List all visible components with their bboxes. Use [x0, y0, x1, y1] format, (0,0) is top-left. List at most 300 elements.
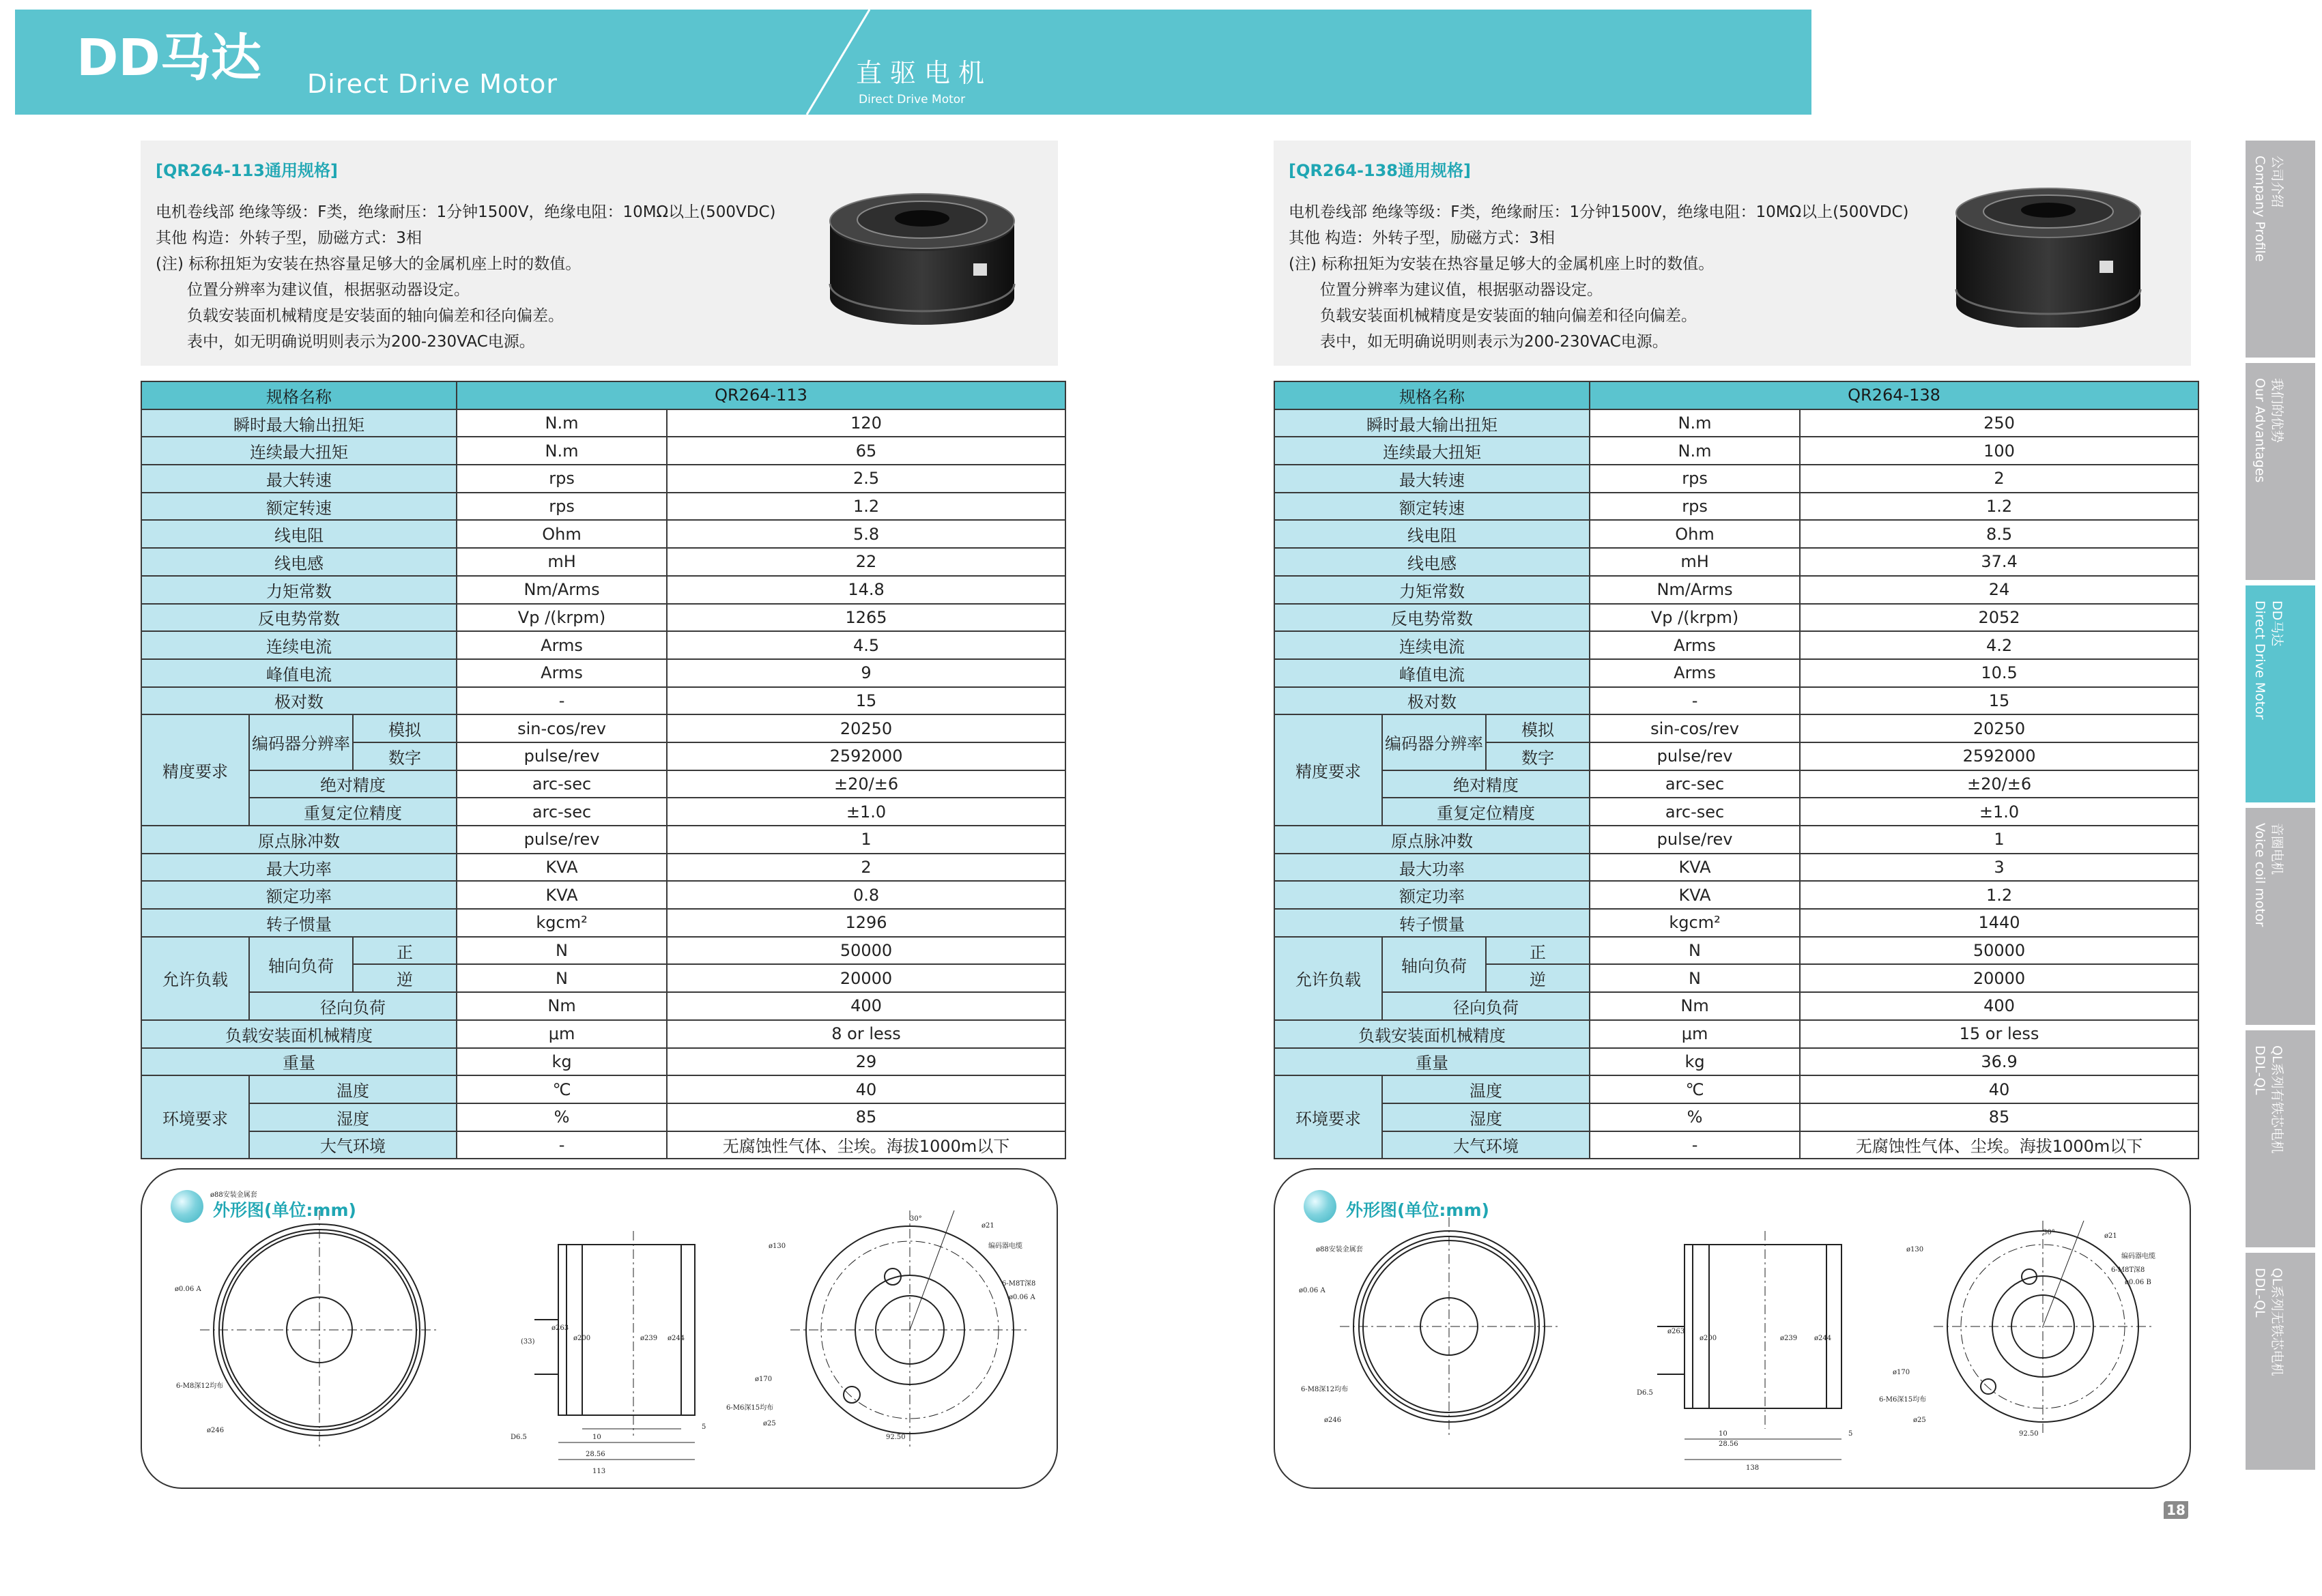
spec-value: 1265: [667, 604, 1065, 632]
spec-group-label: 允许负载: [1274, 937, 1382, 1020]
table-row: [141, 826, 1065, 854]
spec-label: 连续最大扭矩: [1274, 437, 1590, 465]
spec-unit: rps: [457, 465, 667, 493]
spec-label: 模拟: [1486, 714, 1590, 742]
side-tab-en: Company Profile: [2252, 156, 2267, 262]
spec-label: 连续电流: [1274, 631, 1590, 659]
side-tab-en: Our Advantages: [2252, 378, 2267, 483]
spec-value: 1.2: [1800, 493, 2198, 521]
spec-unit: sin-cos/rev: [1590, 714, 1800, 742]
dim-label: ø263: [551, 1324, 569, 1332]
table-row: [141, 770, 1065, 798]
spec-unit: Ohm: [457, 520, 667, 548]
intro-line: 表中，如无明确说明则表示为200-230VAC电源。: [187, 333, 535, 351]
dim-label: ø25: [763, 1420, 776, 1427]
spec-unit: mH: [457, 548, 667, 576]
side-tab-label: [2251, 378, 2285, 569]
table-row: [1274, 1048, 2198, 1076]
intro-line: (注) 标称扭矩为安装在热容量足够大的金属机座上时的数值。: [156, 255, 582, 273]
spec-unit: N.m: [1590, 437, 1800, 465]
dim-label: 92.50: [2019, 1430, 2039, 1438]
motor-photo: [1949, 182, 2147, 328]
spec-group-label: 环境要求: [1274, 1075, 1382, 1159]
spec-label: 力矩常数: [141, 576, 457, 604]
intro-line: 电机卷线部 绝缘等级：F类，绝缘耐压：1分钟1500V，绝缘电阻：10MΩ以上(500VDC): [1289, 203, 1909, 221]
dim-label: 6-M8深12均布: [176, 1382, 224, 1390]
spec-value: 2.5: [667, 465, 1065, 493]
spec-unit: -: [457, 687, 667, 715]
spec-value: 无腐蚀性气体、尘埃。海拔1000m以下: [1800, 1131, 2198, 1159]
page-header: [15, 10, 1811, 115]
header-title-cn: DD马达: [76, 29, 261, 87]
spec-label: 湿度: [1382, 1103, 1590, 1131]
dim-label: 6-M8T深8: [2111, 1266, 2145, 1274]
intro-line: 其他 构造：外转子型，励磁方式：3相: [1289, 229, 1555, 247]
table-row: [141, 798, 1065, 826]
table-row: [141, 992, 1065, 1020]
dim-label: 30°: [2043, 1229, 2055, 1236]
spec-unit: Nm/Arms: [1590, 576, 1800, 604]
spec-value: 37.4: [1800, 548, 2198, 576]
table-row: [1274, 1075, 2198, 1103]
spec-label: 额定功率: [1274, 881, 1590, 909]
spec-value: 40: [667, 1075, 1065, 1103]
spec-label: 重复定位精度: [249, 798, 457, 826]
table-row: [141, 631, 1065, 659]
dim-label: ø0.06 A: [175, 1286, 201, 1293]
spec-value: 50000: [667, 937, 1065, 965]
spec-value: 14.8: [667, 576, 1065, 604]
spec-unit: -: [457, 1131, 667, 1159]
spec-unit: Arms: [457, 631, 667, 659]
spec-unit: Nm/Arms: [457, 576, 667, 604]
spec-unit: %: [1590, 1103, 1800, 1131]
table-row: [1274, 798, 2198, 826]
spec-unit: pulse/rev: [457, 742, 667, 770]
spec-label: 温度: [249, 1075, 457, 1103]
side-tab-en: Voice coil motor: [2252, 823, 2267, 927]
spec-label: 温度: [1382, 1075, 1590, 1103]
spec-label: 极对数: [1274, 687, 1590, 715]
spec-unit: KVA: [1590, 881, 1800, 909]
dim-label: 5: [1848, 1430, 1853, 1438]
dim-label: 6-M8深12均布: [1301, 1386, 1349, 1393]
table-header-model: QR264-138: [1590, 381, 2198, 409]
table-row: [141, 1075, 1065, 1103]
spec-label: 转子惯量: [141, 909, 457, 937]
dim-label: ø244: [668, 1335, 685, 1342]
spec-value: 2592000: [1800, 742, 2198, 770]
spec-label: 模拟: [353, 714, 457, 742]
intro-line: 表中，如无明确说明则表示为200-230VAC电源。: [1320, 333, 1668, 351]
table-row: [1274, 548, 2198, 576]
motor-photo: [823, 182, 1021, 328]
spec-unit: Vp /(krpm): [457, 604, 667, 632]
dim-label: 10: [592, 1434, 601, 1441]
spec-value: 29: [667, 1048, 1065, 1076]
intro-panel-2: [1274, 141, 2191, 366]
spec-label: 数字: [1486, 742, 1590, 770]
dim-label: ø130: [1906, 1246, 1924, 1253]
spec-label: 逆: [353, 964, 457, 992]
table-row: [141, 520, 1065, 548]
spec-label: 峰值电流: [1274, 659, 1590, 687]
table-row: [1274, 659, 2198, 687]
table-row: [1274, 381, 2198, 409]
table-row: [141, 937, 1065, 965]
header-title-en: Direct Drive Motor: [307, 69, 558, 99]
spec-label: 额定转速: [141, 493, 457, 521]
spec-unit: rps: [457, 493, 667, 521]
spec-value: 1.2: [667, 493, 1065, 521]
table-row: [1274, 687, 2198, 715]
header-section-cn: 直驱电机: [856, 58, 993, 88]
spec-unit: arc-sec: [457, 770, 667, 798]
spec-label: 最大转速: [1274, 465, 1590, 493]
spec-value: 9: [667, 659, 1065, 687]
spec-value: ±1.0: [667, 798, 1065, 826]
dim-label: ø25: [1913, 1417, 1926, 1424]
spec-label: 线电阻: [141, 520, 457, 548]
side-tab-cn: QL系列有铁芯电机: [2269, 1045, 2284, 1154]
spec-unit: μm: [457, 1020, 667, 1048]
spec-unit: N: [1590, 937, 1800, 965]
spec-label: 线电感: [141, 548, 457, 576]
table-row: [141, 381, 1065, 409]
spec-value: 20250: [667, 714, 1065, 742]
spec-unit: N: [1590, 964, 1800, 992]
table-row: [141, 1020, 1065, 1048]
spec-label: 反电势常数: [141, 604, 457, 632]
table-row: [1274, 437, 2198, 465]
drawing-panel-1: [141, 1168, 1058, 1489]
table-header: 规格名称: [1274, 381, 1590, 409]
dim-label: ø246: [207, 1427, 225, 1434]
table-row: [1274, 1103, 2198, 1131]
spec-label: 连续电流: [141, 631, 457, 659]
table-row: [1274, 826, 2198, 854]
dim-label: 113: [592, 1468, 606, 1475]
dim-label: 6-M6深15均布: [726, 1404, 774, 1412]
table-row: [141, 1103, 1065, 1131]
table-row: [141, 1131, 1065, 1159]
dim-label: 30°: [910, 1215, 922, 1223]
spec-value: 24: [1800, 576, 2198, 604]
table-row: [141, 881, 1065, 909]
spec-value: 8 or less: [667, 1020, 1065, 1048]
spec-unit: Arms: [1590, 631, 1800, 659]
spec-label: 线电感: [1274, 548, 1590, 576]
drawing-panel-2: [1274, 1168, 2191, 1489]
dim-label: ø246: [1324, 1417, 1342, 1424]
spec-value: 400: [1800, 992, 2198, 1020]
dim-label: 92.50: [886, 1434, 906, 1441]
dim-label: 编码器电缆: [988, 1243, 1022, 1250]
spec-label: 连续最大扭矩: [141, 437, 457, 465]
spec-unit: mH: [1590, 548, 1800, 576]
side-tab[interactable]: [2246, 585, 2315, 805]
spec-unit: N: [457, 964, 667, 992]
spec-unit: kg: [457, 1048, 667, 1076]
spec-unit: sin-cos/rev: [457, 714, 667, 742]
intro-line: 负载安装面机械精度是安装面的轴向偏差和径向偏差。: [1320, 307, 1697, 325]
side-tab-cn: 我们的优势: [2269, 378, 2284, 444]
spec-unit: N.m: [457, 409, 667, 437]
spec-unit: KVA: [1590, 854, 1800, 882]
dim-label: ø239: [640, 1335, 658, 1342]
spec-value: 50000: [1800, 937, 2198, 965]
table-row: [1274, 493, 2198, 521]
side-tab-en: DDL-QL: [2252, 1045, 2267, 1095]
intro-line: 位置分辨率为建议值，根据驱动器设定。: [187, 281, 470, 299]
dim-label: ø0.06 B: [2125, 1279, 2151, 1286]
spec-value: 100: [1800, 437, 2198, 465]
spec-unit: Nm: [457, 992, 667, 1020]
spec-value: 20000: [1800, 964, 2198, 992]
spec-unit: pulse/rev: [1590, 826, 1800, 854]
spec-value: 4.2: [1800, 631, 2198, 659]
spec-value: 1: [667, 826, 1065, 854]
table-row: [141, 548, 1065, 576]
spec-value: 5.8: [667, 520, 1065, 548]
spec-group-label: 允许负载: [141, 937, 249, 1020]
spec-unit: ℃: [457, 1075, 667, 1103]
spec-value: 8.5: [1800, 520, 2198, 548]
table-row: [1274, 604, 2198, 632]
table-row: [141, 909, 1065, 937]
spec-label: 负载安装面机械精度: [141, 1020, 457, 1048]
spec-unit: rps: [1590, 465, 1800, 493]
side-tab-en: DDL-QL: [2252, 1268, 2267, 1318]
side-tab-label: [2251, 600, 2285, 792]
table-row: [141, 604, 1065, 632]
dim-label: ø0.06 A: [1299, 1287, 1325, 1294]
intro-line: 负载安装面机械精度是安装面的轴向偏差和径向偏差。: [187, 307, 564, 325]
spec-label: 径向负荷: [249, 992, 457, 1020]
spec-label: 最大转速: [141, 465, 457, 493]
side-tab-label: [2251, 823, 2285, 1014]
intro-title: [QR264-113通用规格]: [156, 161, 338, 180]
spec-label: 大气环境: [249, 1131, 457, 1159]
spec-label: 瞬时最大输出扭矩: [141, 409, 457, 437]
dim-label: ø21: [2104, 1232, 2117, 1240]
dim-label: 138: [1746, 1464, 1760, 1472]
spec-value: 65: [667, 437, 1065, 465]
spec-label: 数字: [353, 742, 457, 770]
spec-value: 40: [1800, 1075, 2198, 1103]
spec-value: 1440: [1800, 909, 2198, 937]
spec-label: 反电势常数: [1274, 604, 1590, 632]
dim-label: 编码器电缆: [2121, 1253, 2155, 1260]
dim-label: D6.5: [1637, 1389, 1653, 1397]
outline-drawing: [142, 1170, 1059, 1490]
spec-value: ±1.0: [1800, 798, 2198, 826]
spec-label: 绝对精度: [1382, 770, 1590, 798]
spec-label: 重量: [141, 1048, 457, 1076]
table-row: [1274, 770, 2198, 798]
spec-label: 湿度: [249, 1103, 457, 1131]
spec-label: 极对数: [141, 687, 457, 715]
spec-unit: Ohm: [1590, 520, 1800, 548]
spec-value: 85: [1800, 1103, 2198, 1131]
table-row: [1274, 520, 2198, 548]
intro-line: 其他 构造：外转子型，励磁方式：3相: [156, 229, 422, 247]
spec-unit: rps: [1590, 493, 1800, 521]
spec-label: 逆: [1486, 964, 1590, 992]
table-row: [141, 659, 1065, 687]
spec-value: 250: [1800, 409, 2198, 437]
spec-unit: N.m: [1590, 409, 1800, 437]
dim-label: 6-M8T深8: [1002, 1280, 1036, 1288]
spec-value: 2052: [1800, 604, 2198, 632]
spec-sub-label: 编码器分辨率: [1382, 714, 1486, 770]
drawing-title: 外形图(单位:mm): [213, 1200, 356, 1220]
side-tab[interactable]: [2246, 141, 2315, 360]
spec-label: 重量: [1274, 1048, 1590, 1076]
spec-value: 10.5: [1800, 659, 2198, 687]
spec-value: 85: [667, 1103, 1065, 1131]
intro-title: [QR264-138通用规格]: [1289, 161, 1471, 180]
spec-value: 1296: [667, 909, 1065, 937]
spec-value: ±20/±6: [667, 770, 1065, 798]
outline-drawing: [1275, 1170, 2192, 1490]
table-row: [1274, 1131, 2198, 1159]
spec-table-2: [1274, 381, 2199, 1159]
spec-value: 2592000: [667, 742, 1065, 770]
spec-label: 峰值电流: [141, 659, 457, 687]
spec-unit: arc-sec: [1590, 798, 1800, 826]
table-row: [1274, 992, 2198, 1020]
table-row: [1274, 881, 2198, 909]
spec-unit: Arms: [1590, 659, 1800, 687]
table-row: [141, 409, 1065, 437]
table-row: [141, 854, 1065, 882]
spec-unit: Arms: [457, 659, 667, 687]
dim-label: 6-M6深15均布: [1879, 1396, 1927, 1404]
spec-value: 15: [1800, 687, 2198, 715]
spec-value: 400: [667, 992, 1065, 1020]
spec-unit: ℃: [1590, 1075, 1800, 1103]
spec-label: 最大功率: [1274, 854, 1590, 882]
spec-unit: kgcm²: [1590, 909, 1800, 937]
spec-value: 36.9: [1800, 1048, 2198, 1076]
dim-label: ø263: [1667, 1328, 1685, 1335]
spec-sub-label: 轴向负荷: [249, 937, 353, 992]
spec-value: 20000: [667, 964, 1065, 992]
spec-value: 15: [667, 687, 1065, 715]
side-tab-cn: QL系列无铁芯电机: [2269, 1268, 2284, 1376]
spec-unit: N: [457, 937, 667, 965]
table-row: [1274, 714, 2198, 742]
spec-label: 径向负荷: [1382, 992, 1590, 1020]
spec-unit: %: [457, 1103, 667, 1131]
spec-unit: arc-sec: [1590, 770, 1800, 798]
dim-label: 5: [702, 1423, 706, 1431]
spec-value: 2: [667, 854, 1065, 882]
spec-label: 原点脉冲数: [141, 826, 457, 854]
spec-value: 0.8: [667, 881, 1065, 909]
side-tab-cn: 音圈电机: [2269, 823, 2284, 875]
spec-unit: KVA: [457, 854, 667, 882]
table-row: [1274, 909, 2198, 937]
spec-label: 转子惯量: [1274, 909, 1590, 937]
spec-unit: Vp /(krpm): [1590, 604, 1800, 632]
dim-label: ø200: [573, 1335, 591, 1342]
table-row: [1274, 937, 2198, 965]
spec-unit: pulse/rev: [1590, 742, 1800, 770]
spec-group-label: 精度要求: [141, 714, 249, 826]
spec-sub-label: 轴向负荷: [1382, 937, 1486, 992]
dim-label: (33): [521, 1338, 535, 1346]
intro-panel-1: [141, 141, 1058, 366]
dim-label: ø88安装金属套: [210, 1191, 257, 1199]
spec-label: 大气环境: [1382, 1131, 1590, 1159]
table-header-model: QR264-113: [457, 381, 1065, 409]
spec-value: 15 or less: [1800, 1020, 2198, 1048]
spec-unit: N.m: [457, 437, 667, 465]
spec-unit: arc-sec: [457, 798, 667, 826]
spec-label: 重复定位精度: [1382, 798, 1590, 826]
side-tab-label: [2251, 1268, 2285, 1459]
spec-value: 无腐蚀性气体、尘埃。海拔1000m以下: [667, 1131, 1065, 1159]
side-tab[interactable]: [2246, 808, 2315, 1028]
side-tab[interactable]: [2246, 1030, 2315, 1250]
table-row: [1274, 409, 2198, 437]
spec-unit: kgcm²: [457, 909, 667, 937]
table-row: [141, 1048, 1065, 1076]
side-tab-cn: DD马达: [2269, 600, 2284, 647]
spec-unit: pulse/rev: [457, 826, 667, 854]
spec-label: 瞬时最大输出扭矩: [1274, 409, 1590, 437]
table-row: [1274, 1020, 2198, 1048]
dim-label: ø130: [769, 1243, 786, 1250]
table-row: [1274, 631, 2198, 659]
spec-value: 20250: [1800, 714, 2198, 742]
spec-value: ±20/±6: [1800, 770, 2198, 798]
spec-label: 力矩常数: [1274, 576, 1590, 604]
spec-label: 绝对精度: [249, 770, 457, 798]
spec-sub-label: 编码器分辨率: [249, 714, 353, 770]
spec-group-label: 精度要求: [1274, 714, 1382, 826]
spec-value: 120: [667, 409, 1065, 437]
table-row: [141, 714, 1065, 742]
intro-line: 位置分辨率为建议值，根据驱动器设定。: [1320, 281, 1603, 299]
dim-label: ø200: [1700, 1335, 1717, 1342]
table-row: [1274, 465, 2198, 493]
drawing-title: 外形图(单位:mm): [1346, 1200, 1489, 1220]
dim-label: 10: [1719, 1430, 1728, 1438]
spec-label: 正: [1486, 937, 1590, 965]
dim-label: ø0.06 A: [1009, 1294, 1035, 1301]
table-row: [141, 493, 1065, 521]
dim-label: ø88安装金属套: [1316, 1246, 1363, 1253]
spec-value: 2: [1800, 465, 2198, 493]
table-row: [141, 437, 1065, 465]
dim-label: ø244: [1814, 1335, 1832, 1342]
spec-unit: -: [1590, 687, 1800, 715]
table-row: [141, 576, 1065, 604]
side-tab[interactable]: [2246, 363, 2315, 583]
spec-value: 22: [667, 548, 1065, 576]
spec-table-1: [141, 381, 1066, 1159]
dim-label: ø239: [1780, 1335, 1798, 1342]
dim-label: ø170: [1893, 1369, 1910, 1376]
spec-label: 线电阻: [1274, 520, 1590, 548]
dim-label: 28.56: [586, 1451, 605, 1458]
table-row: [141, 465, 1065, 493]
spec-value: 4.5: [667, 631, 1065, 659]
side-tab[interactable]: [2246, 1253, 2315, 1472]
